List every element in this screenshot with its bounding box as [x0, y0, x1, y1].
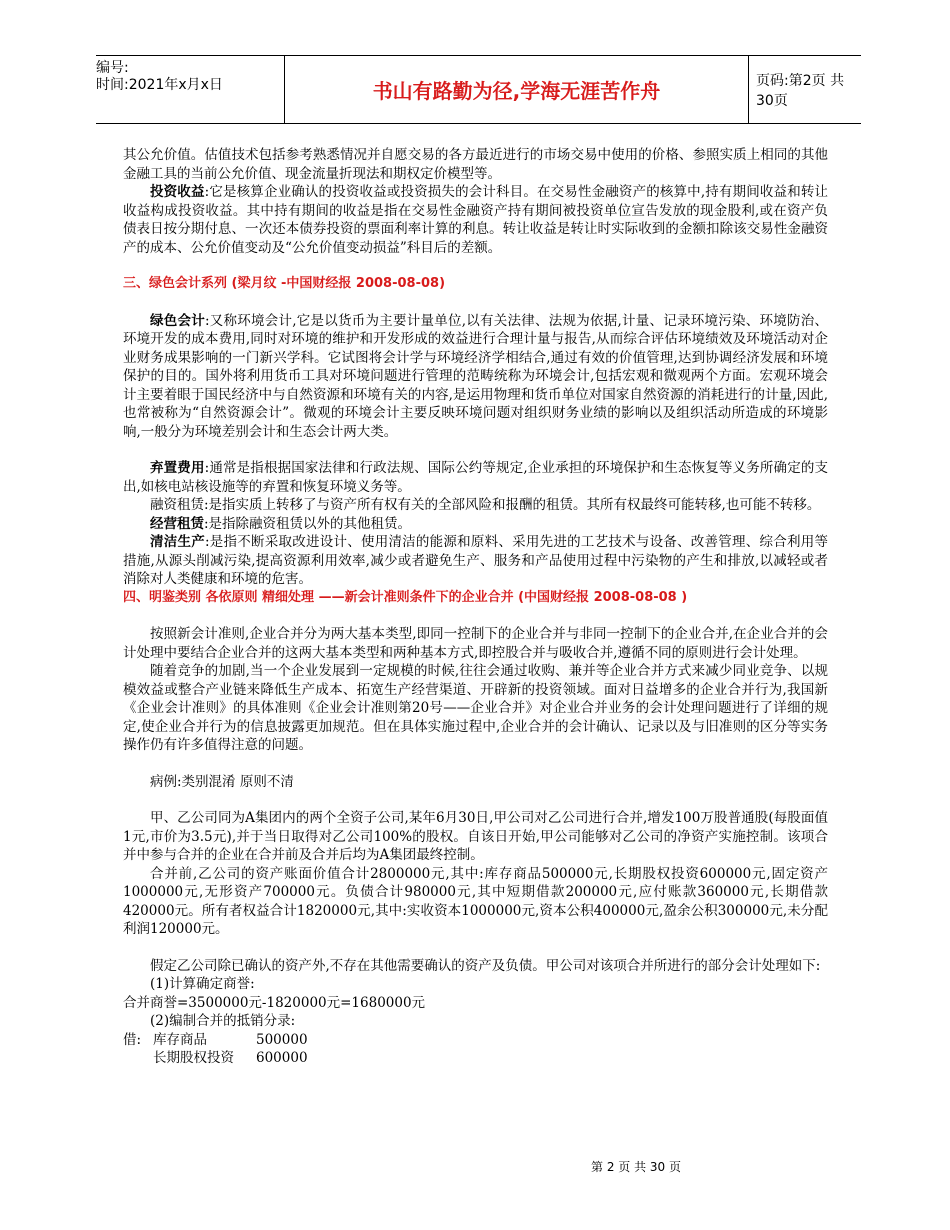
paragraph: (2)编制合并的抵销分录: — [150, 1013, 296, 1029]
journal-entry-line — [123, 1031, 828, 1050]
paragraph: 随着竞争的加剧,当一个企业发展到一定规模的时候,往往会通过收购、兼并等企业合并方式来减少同业竞争、以规模效益或整合产业链来降低生产成本、拓宽生产经营渠道、开辟新的投资领域。面对日益增多的企业合并行为,我国新《企业会计准则》的具体准则《企业会计准则第20号——企业合并》对企业合并业务的会计处理问题进行了详细的规定,使企业合并行为的信息披露更加规范。但在具体实施过程中,企业合并的会计确认、记录以及与旧准则的区分等实务操作仍有许多值得注意的问题。 — [123, 663, 828, 753]
amount: 600000 — [256, 1050, 308, 1066]
page-header — [96, 55, 861, 124]
paragraph: 融资租赁:是指实质上转移了与资产所有权有关的全部风险和报酬的租赁。其所有权最终可能转移,也可能不转移。 — [150, 497, 821, 513]
section-heading: 三、绿色会计系列 (梁月纹 -中国财经报 2008-08-08) — [123, 276, 446, 291]
paragraph: 按照新会计准则,企业合并分为两大基本类型,即同一控制下的企业合并与非同一控制下的企业合并,在企业合并的会计处理中要结合企业合并的这两大基本类型和两种基本方式,即控股合并与吸收合并,遵循不同的原则进行会计处理。 — [123, 626, 828, 661]
document-body — [123, 146, 828, 1068]
term: 投资收益 — [150, 184, 205, 200]
paragraph: 清洁生产:是指不断采取改进设计、使用清洁的能源和原料、采用先进的工艺技术与设备、改善管理、综合利用等措施,从源头削减污染,提高资源利用效率,减少或者避免生产、服务和产品使用过程中污染物的产生和排放,以减轻或者消除对人类健康和环境的危害。 — [123, 534, 828, 587]
paragraph: 弃置费用:通常是指根据国家法律和行政法规、国际公约等规定,企业承担的环境保护和生态恢复等义务所确定的支出,如核电站核设施等的弃置和恢复环境义务等。 — [123, 460, 829, 495]
account-name: 库存商品 — [153, 1031, 207, 1048]
paragraph: 病例:类别混淆 原则不清 — [150, 773, 294, 790]
paragraph: 合并商誉=3500000元-1820000元=1680000元 — [123, 994, 426, 1011]
paragraph: 假定乙公司除已确认的资产外,不存在其他需要确认的资产及负债。甲公司对该项合并所进行的部分会计处理如下: — [150, 957, 821, 974]
paragraph: 绿色会计:又称环境会计,它是以货币为主要计量单位,以有关法律、法规为依据,计量、记录环境污染、环境防治、环境开发的成本费用,同时对环境的维护和开发形成的效益进行合理计量与报告,从而综合评估环境绩效及环境活动对企业财务成果影响的一门新兴学科。它试图将会计学与环境经济学相结合,通过有效的价值管理,达到协调经济发展和环境保护的目的。国外将利用货币工具对环境问题进行管理的范畴统称为环境会计,包括宏观和微观两个方面。宏观环境会计主要着眼于国民经济中与自然资源和环境有关的内容,是运用物理和货币单位对国家自然资源的消耗进行的计量,因此,也常被称为“自然资源会计”。微观的环境会计主要反映环境问题对组织财务业绩的影响以及组织活动所造成的环境影响,一般分为环境差别会计和生态会计两大类。 — [123, 312, 829, 440]
term: 清洁生产 — [150, 534, 205, 550]
number-label: 编号: — [96, 60, 129, 76]
header-motto: 书山有路勤为径,学海无涯苦作舟 — [284, 56, 749, 123]
amount: 500000 — [256, 1031, 308, 1048]
term: 绿色会计 — [150, 312, 205, 329]
debit-label: 借: — [123, 1031, 142, 1048]
paragraph: (1)计算确定商誉: — [150, 976, 255, 992]
paragraph: 甲、乙公司同为A集团内的两个全资子公司,某年6月30日,甲公司对乙公司进行合并,增发100万股普通股(每股面值1元,市价为3.5元),并于当日取得对乙公司100%的股权。自该日开始,甲公司能够对乙公司的净资产实施控制。该项合并中参与合并的企业在合并前及合并后均为A集团最终控制。 — [123, 810, 828, 863]
time-label: 时间:2021年x月x日 — [96, 77, 223, 93]
account-name: 长期股权投资 — [153, 1050, 234, 1066]
page-footer: 第 2 页 共 30 页 — [591, 1160, 681, 1174]
journal-entry-line — [123, 1049, 828, 1068]
term: 经营租赁 — [150, 515, 204, 532]
paragraph: 其公允价值。估值技术包括参考熟悉情况并自愿交易的各方最近进行的市场交易中使用的价格、参照实质上相同的其他金融工具的当前公允价值、现金流量折现法和期权定价模型等。 — [123, 147, 828, 182]
paragraph: 合并前,乙公司的资产账面价值合计2800000元,其中:库存商品500000元,长期股权投资600000元,固定资产1000000元,无形资产700000元。负债合计980000元,其中短期借款200000元,应付账款360000元,长期借款420000元。所有者权益合计1820000元,其中:实收资本1000000元,资本公积400000元,盈余公积300000元,未分配利润120000元。 — [123, 865, 828, 937]
section-heading: 四、明鉴类别 各依原则 精细处理 ——新会计准则条件下的企业合并 (中国财经报 2008-08-08 ) — [123, 589, 688, 605]
paragraph: 经营租赁:是指除融资租赁以外的其他租赁。 — [150, 515, 412, 532]
header-meta — [96, 56, 284, 127]
paragraph: 投资收益:它是核算企业确认的投资收益或投资损失的会计科目。在交易性金融资产的核算中,持有期间收益和转让收益构成投资收益。其中持有期间的收益是指在交易性金融资产持有期间被投资单位宣告发放的现金股利,或在资产负债表日按分期付息、一次还本债券投资的票面利率计算的利息。转让收益是转让时实际收到的金额扣除该交易性金融资产的成本、公允价值变动及“公允价值变动损益”科目后的差额。 — [123, 184, 829, 256]
header-page-info: 页码:第2页 共30页 — [756, 72, 845, 109]
term: 弃置费用 — [150, 460, 205, 476]
